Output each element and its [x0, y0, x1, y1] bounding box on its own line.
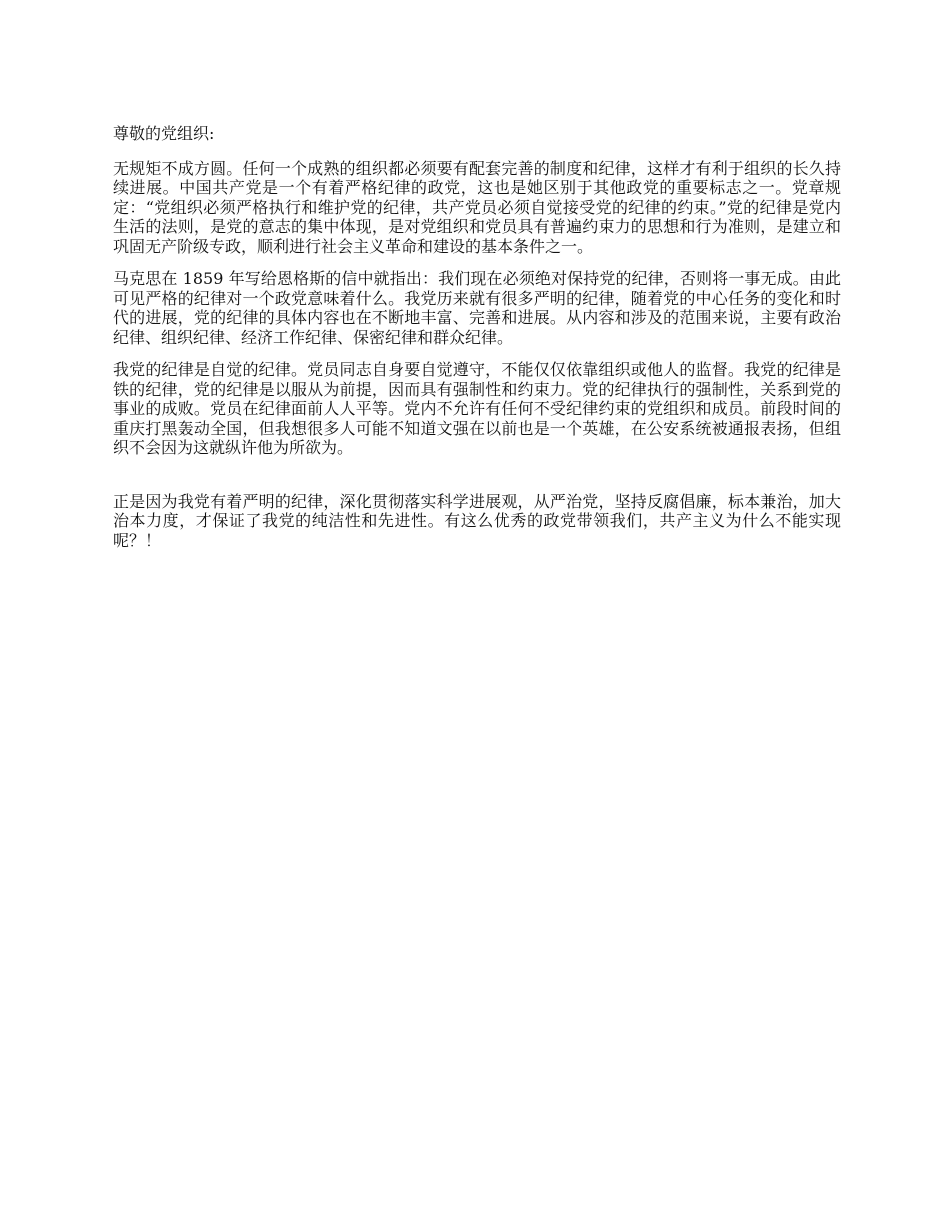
paragraph-3: 我党的纪律是自觉的纪律。党员同志自身要自觉遵守，不能仅仅依靠组织或他人的监督。我党的纪律是铁的纪律，党的纪律是以服从为前提，因而具有强制性和约束力。党的纪律执行的强制性，关系到党的事业的成败。党员在纪律面前人人平等。党内不允许有任何不受纪律约束的党组织和成员。前段时间的重庆打黑轰动全国，但我想很多人可能不知道文强在以前也是一个英雄，在公安系统被通报表扬，但组织不会因为这就纵许他为所欲为。 [113, 360, 841, 457]
paragraph-4: 正是因为我党有着严明的纪律，深化贯彻落实科学进展观，从严治党，坚持反腐倡廉，标本兼治，加大治本力度，才保证了我党的纯洁性和先进性。有这么优秀的政党带领我们，共产主义为什么不能实现呢？！ [113, 491, 841, 550]
paragraph-1: 无规矩不成方圆。任何一个成熟的组织都必须要有配套完善的制度和纪律，这样才有利于组织的长久持续进展。中国共产党是一个有着严格纪律的政党，这也是她区别于其他政党的重要标志之一。党章规定：“党组织必须严格执行和维护党的纪律，共产党员必须自觉接受党的纪律的约束。”党的纪律是党内生活的法则，是党的意志的集中体现，是对党组织和党员具有普遍约束力的思想和行为准则，是建立和巩固无产阶级专政，顺利进行社会主义革命和建设的基本条件之一。 [113, 158, 841, 256]
salutation: 尊敬的党组织: [113, 124, 215, 143]
paragraph-2: 马克思在 1859 年写给恩格斯的信中就指出：我们现在必须绝对保持党的纪律，否则将一事无成。由此可见严格的纪律对一个政党意味着什么。我党历来就有很多严明的纪律，随着党的中心任务的变化和时代的进展，党的纪律的具体内容也在不断地丰富、完善和进展。从内容和涉及的范围来说，主要有政治纪律、组织纪律、经济工作纪律、保密纪律和群众纪律。 [113, 269, 841, 347]
letter-body [113, 124, 841, 563]
